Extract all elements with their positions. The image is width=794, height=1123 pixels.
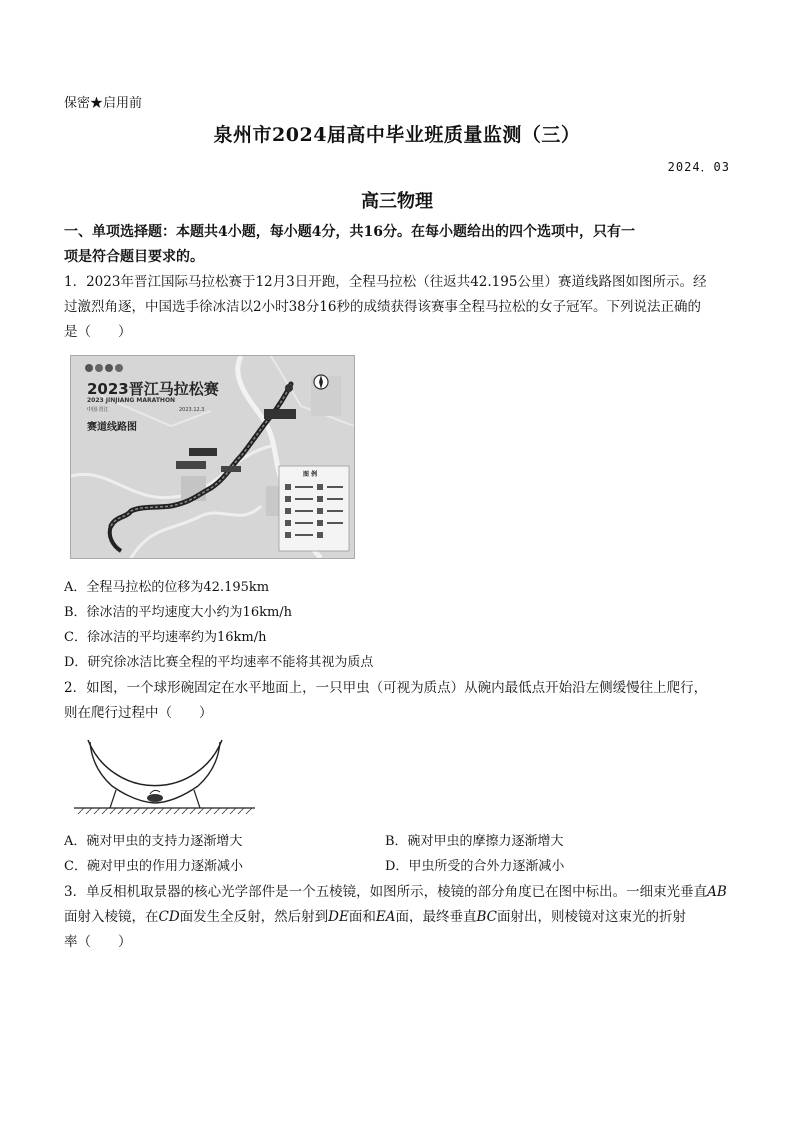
map-legend-title: 图 例 (303, 471, 318, 478)
q2-options-row1 (64, 829, 730, 854)
question-1-stem (64, 270, 730, 345)
q2-option-c[interactable]: C．碗对甲虫的作用力逐渐减小 (64, 859, 243, 874)
map-title: 2023晋江马拉松赛 (87, 380, 219, 398)
question-1-options (64, 575, 373, 675)
question-2-options (64, 829, 730, 879)
q2-option-a[interactable]: A．碗对甲虫的支持力逐渐增大 (64, 834, 243, 849)
q3-text-4: 面和 (348, 909, 376, 925)
q1-line1: 1．2023年晋江国际马拉松赛于12月3日开跑，全程马拉松（往返共42.195公里）赛道线路图如图所示。经 (64, 274, 707, 290)
q3-face-de: DE (328, 909, 349, 925)
section-heading-line2: 项是符合题目要求的。 (64, 249, 204, 265)
q1-line2: 过激烈角逐，中国选手徐冰洁以2小时38分16秒的成绩获得该赛事全程马拉松的女子冠军。下列说法正确的 (64, 299, 701, 315)
q1-option-d[interactable]: D．研究徐冰洁比赛全程的平均速率不能将其视为质点 (64, 655, 374, 670)
q3-text-6: 面射出，则棱镜对这束光的折射 (496, 909, 686, 925)
q2-line2: 则在爬行过程中（ ） (64, 705, 213, 721)
marathon-route-map (70, 355, 355, 559)
map-date: 2023.12.3 (179, 407, 205, 413)
q1-line3: 是（ ） (64, 324, 132, 340)
beetle-icon (147, 794, 163, 802)
q1-option-c[interactable]: C．徐冰洁的平均速率约为16km/h (64, 630, 267, 645)
q3-face-ab: AB (707, 884, 727, 900)
q1-option-a[interactable]: A．全程马拉松的位移为42.195km (64, 580, 270, 595)
section-heading-line1: 一、单项选择题：本题共4小题，每小题4分，共16分。在每小题给出的四个选项中，只有一 (64, 224, 635, 240)
map-caption: 赛道线路图 (87, 422, 137, 433)
q3-face-cd: CD (158, 909, 180, 925)
q3-text-2: 面射入棱镜，在 (64, 909, 159, 925)
subject-title: 高三物理 (361, 191, 433, 212)
section-heading (64, 220, 730, 270)
q3-text-3: 面发生全反射，然后射到 (179, 909, 329, 925)
q2-options-row2 (64, 854, 730, 879)
bowl-beetle-figure (70, 738, 260, 818)
bowl-diagram (70, 738, 260, 818)
question-2-stem (64, 676, 730, 726)
map-subtitle: 2023 JINJIANG MARATHON (87, 397, 176, 404)
q3-text-5: 面，最终垂直 (395, 909, 477, 925)
q1-option-b[interactable]: B．徐冰洁的平均速度大小约为16km/h (64, 605, 293, 620)
q2-line1: 2．如图，一个球形碗固定在水平地面上，一只甲虫（可视为质点）从碗内最低点开始沿左侧缓慢往上爬行， (64, 680, 708, 696)
q3-line3: 率（ ） (64, 934, 132, 950)
exam-date: 2024．03 (667, 160, 730, 174)
map-organizer: 中国·晋江 (87, 407, 109, 413)
question-3-stem (64, 880, 730, 955)
confidential-label: 保密★启用前 (64, 96, 143, 111)
route-map-graphic (71, 356, 354, 558)
q2-option-d[interactable]: D．甲虫所受的合外力逐渐减小 (385, 859, 565, 874)
q3-face-ea: EA (375, 909, 396, 925)
q2-option-b[interactable]: B．碗对甲虫的摩擦力逐渐增大 (385, 834, 564, 849)
q3-text-1: 3．单反相机取景器的核心光学部件是一个五棱镜，如图所示，棱镜的部分角度已在图中标出。一细束光垂直 (64, 884, 708, 900)
q3-face-bc: BC (476, 909, 497, 925)
exam-title: 泉州市2024届高中毕业班质量监测（三） (213, 124, 581, 146)
